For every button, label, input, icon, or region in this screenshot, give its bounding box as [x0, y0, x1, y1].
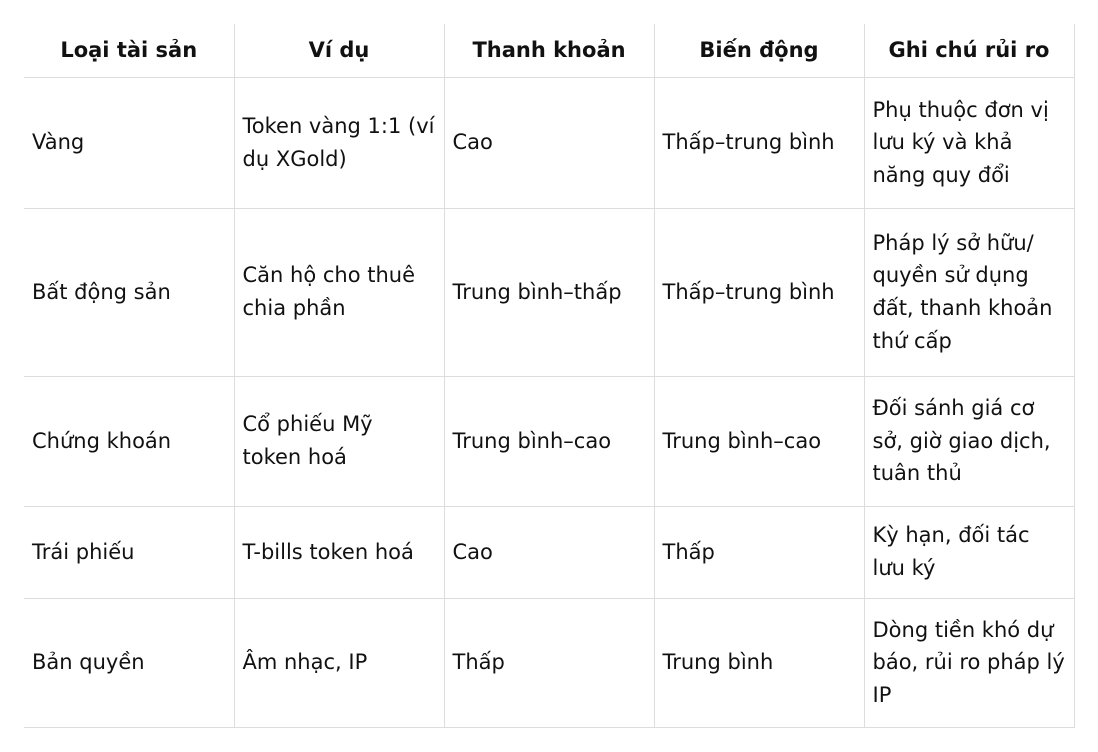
- asset-comparison-table: [24, 24, 1075, 728]
- cell-liquidity: Trung bình–thấp: [444, 208, 654, 376]
- cell-example: T-bills token hoá: [234, 506, 444, 598]
- cell-volatility: Thấp–trung bình: [654, 77, 864, 208]
- cell-asset-type: Vàng: [24, 77, 234, 208]
- cell-volatility: Trung bình: [654, 598, 864, 727]
- cell-asset-type: Trái phiếu: [24, 506, 234, 598]
- cell-risk-notes: Pháp lý sở hữu/ quyền sử dụng đất, thanh khoản thứ cấp: [864, 208, 1074, 376]
- cell-liquidity: Cao: [444, 77, 654, 208]
- cell-risk-notes: Phụ thuộc đơn vị lưu ký và khả năng quy đổi: [864, 77, 1074, 208]
- cell-asset-type: Chứng khoán: [24, 376, 234, 506]
- cell-asset-type: Bất động sản: [24, 208, 234, 376]
- table-row: [24, 376, 1074, 506]
- table-row: [24, 506, 1074, 598]
- table-row: [24, 77, 1074, 208]
- table-header-row: [24, 24, 1074, 77]
- cell-asset-type: Bản quyền: [24, 598, 234, 727]
- table-row: [24, 598, 1074, 727]
- table-row: [24, 208, 1074, 376]
- header-volatility: Biến động: [654, 24, 864, 77]
- header-example: Ví dụ: [234, 24, 444, 77]
- cell-example: Cổ phiếu Mỹ token hoá: [234, 376, 444, 506]
- cell-volatility: Trung bình–cao: [654, 376, 864, 506]
- cell-volatility: Thấp: [654, 506, 864, 598]
- cell-risk-notes: Dòng tiền khó dự báo, rủi ro pháp lý IP: [864, 598, 1074, 727]
- cell-example: Âm nhạc, IP: [234, 598, 444, 727]
- cell-liquidity: Thấp: [444, 598, 654, 727]
- cell-volatility: Thấp–trung bình: [654, 208, 864, 376]
- cell-liquidity: Trung bình–cao: [444, 376, 654, 506]
- cell-liquidity: Cao: [444, 506, 654, 598]
- cell-example: Căn hộ cho thuê chia phần: [234, 208, 444, 376]
- cell-risk-notes: Đối sánh giá cơ sở, giờ giao dịch, tuân thủ: [864, 376, 1074, 506]
- cell-example: Token vàng 1:1 (ví dụ XGold): [234, 77, 444, 208]
- cell-risk-notes: Kỳ hạn, đối tác lưu ký: [864, 506, 1074, 598]
- header-asset-type: Loại tài sản: [24, 24, 234, 77]
- header-liquidity: Thanh khoản: [444, 24, 654, 77]
- header-risk-notes: Ghi chú rủi ro: [864, 24, 1074, 77]
